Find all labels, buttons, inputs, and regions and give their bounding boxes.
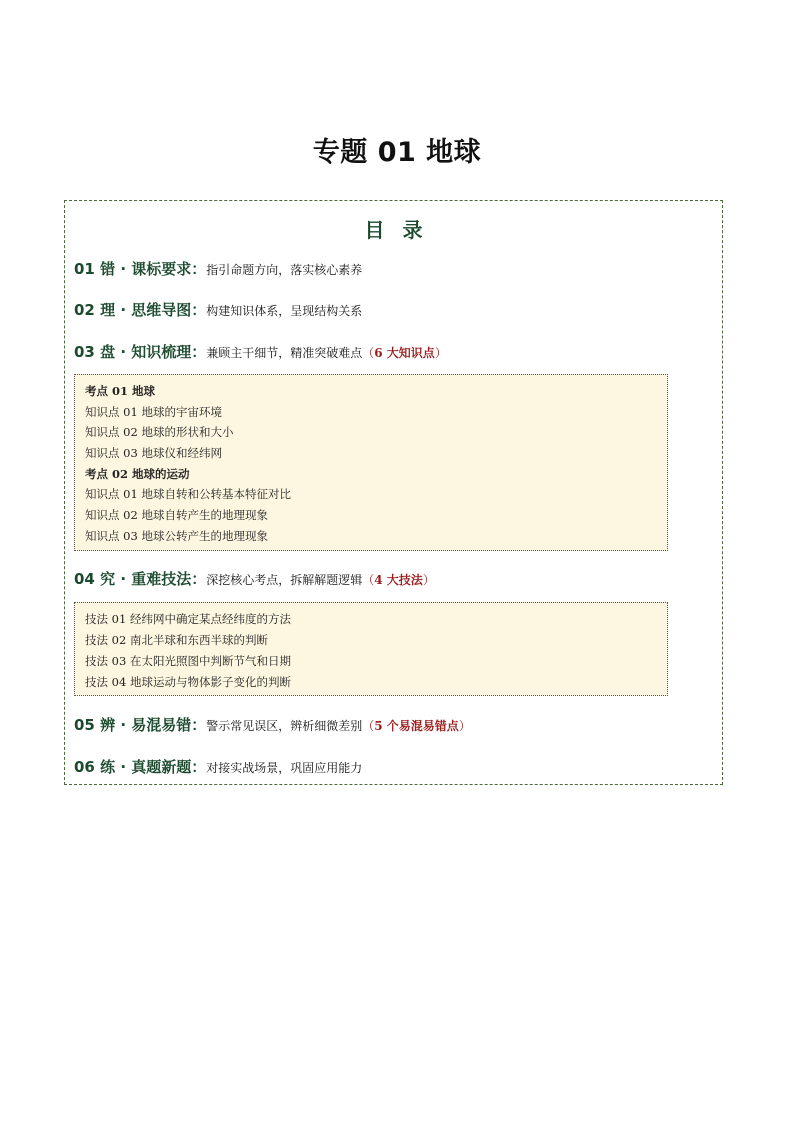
section-desc: 构建知识体系，呈现结构关系 (206, 304, 363, 318)
knowledge-item: 知识点 01 地球自转和公转基本特征对比 (85, 487, 291, 502)
knowledge-item: 知识点 03 地球公转产生的地理现象 (85, 528, 268, 543)
section-label: 06 练 · 真题新题： (74, 758, 207, 776)
section-desc: 深挖核心考点，拆解解题逻辑 (206, 573, 363, 587)
toc-section-04: 04 究 · 重难技法：深挖核心考点，拆解解题逻辑（4 大技法） (74, 570, 435, 588)
toc-section-03: 03 盘 · 知识梳理：兼顾主干细节，精准突破难点（6 大知识点） (74, 343, 447, 361)
toc-frame (64, 200, 723, 785)
section-desc: 警示常见误区，辨析细微差别 (206, 719, 363, 733)
section-label: 05 辨 · 易混易错： (74, 716, 207, 734)
section-label: 01 错 · 课标要求： (74, 260, 207, 278)
knowledge-item: 知识点 01 地球的宇宙环境 (85, 404, 222, 419)
technique-item: 技法 04 地球运动与物体影子变化的判断 (85, 675, 291, 689)
knowledge-item: 知识点 02 地球的形状和大小 (85, 425, 234, 440)
technique-item: 技法 01 经纬网中确定某点经纬度的方法 (85, 612, 291, 626)
section-label: 03 盘 · 知识梳理： (74, 343, 207, 361)
toc-heading: 目录 (364, 218, 441, 242)
toc-section-01 (74, 258, 362, 279)
knowledge-box (74, 374, 668, 551)
section-note: 5 个易混易错点 (374, 719, 459, 733)
page-title: 专题 01 地球 (312, 137, 482, 168)
toc-section-06 (74, 756, 362, 777)
exam-point-heading: 考点 01 地球 (85, 384, 156, 398)
technique-item: 技法 02 南北半球和东西半球的判断 (85, 633, 268, 647)
section-desc: 兼顾主干细节，精准突破难点 (206, 346, 363, 360)
section-note: 6 大知识点 (374, 346, 435, 360)
knowledge-item: 知识点 03 地球仪和经纬网 (85, 446, 222, 461)
section-desc: 指引命题方向，落实核心素养 (206, 263, 363, 277)
toc-section-05: 05 辨 · 易混易错：警示常见误区，辨析细微差别（5 个易混易错点） (74, 716, 471, 734)
knowledge-item: 知识点 02 地球自转产生的地理现象 (85, 508, 268, 523)
technique-item: 技法 03 在太阳光照图中判断节气和日期 (85, 654, 291, 668)
exam-point-heading: 考点 02 地球的运动 (85, 466, 190, 481)
section-label: 04 究 · 重难技法： (74, 570, 207, 588)
technique-box (74, 602, 668, 696)
section-label: 02 理 · 思维导图： (74, 301, 207, 319)
section-note: 4 大技法 (374, 573, 423, 587)
toc-section-02 (74, 299, 362, 320)
section-desc: 对接实战场景，巩固应用能力 (206, 761, 363, 775)
